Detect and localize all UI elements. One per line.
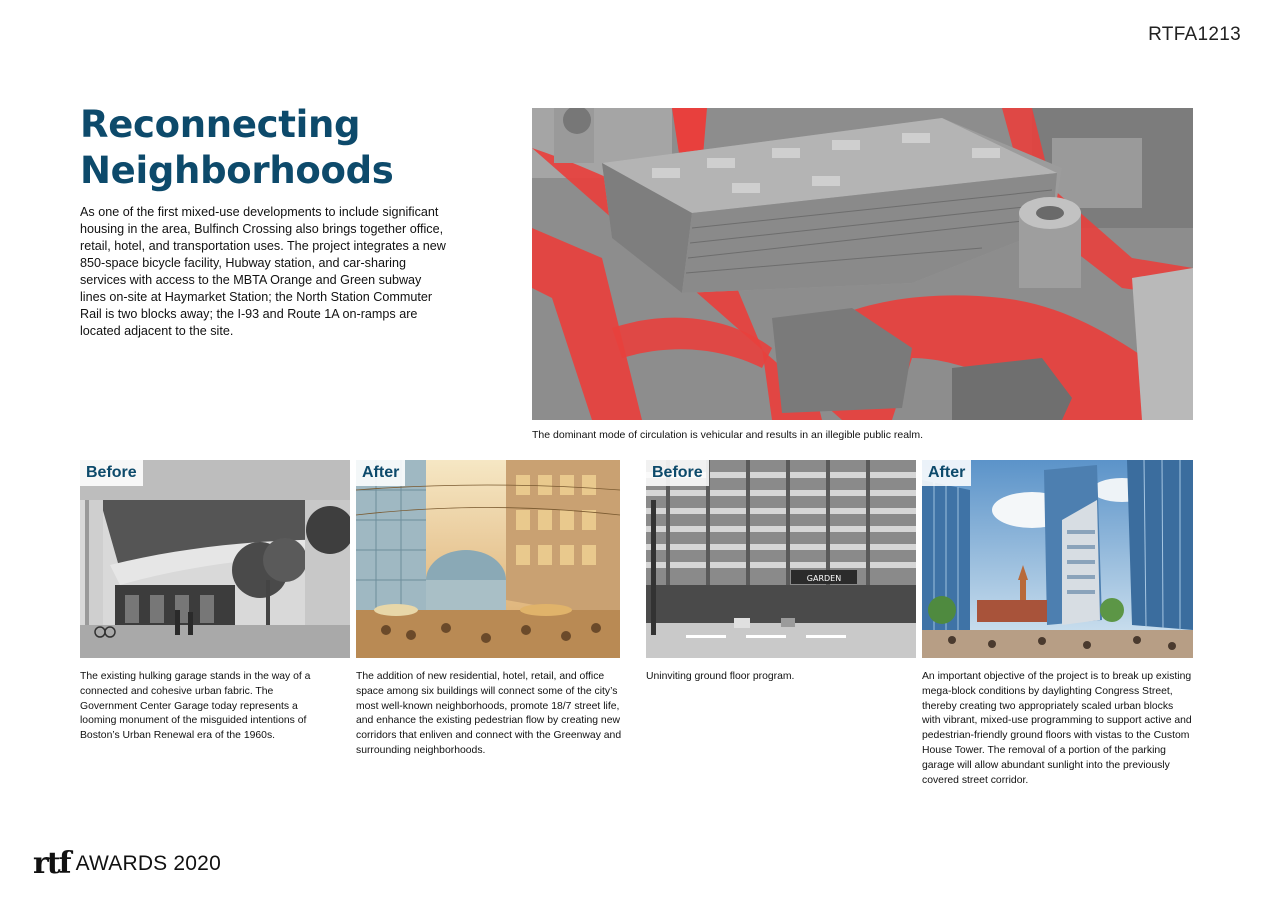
garden-sign: GARDEN	[806, 574, 842, 583]
title-line-1: Reconnecting	[80, 103, 361, 146]
before-badge: Before	[80, 460, 143, 486]
rtf-awards-logo	[33, 846, 221, 881]
intro-paragraph: As one of the first mixed-use developments to include significant housing in the area, Bulfinch Crossing also brings together office, retail, hotel, and transportation uses. The project integrates a new 850-space bicycle facility, Hubway station, and car-sharing services with access to the MBTA Orange and Green subway lines on-site at Haymarket Station; the North Station Commuter Rail is two blocks away; the I-93 and Route 1A on-ramps are located adjacent to the site.	[80, 205, 446, 338]
after-caption-1: The addition of new residential, hotel, retail, and office space among six buildings will connect some of the city’s most well-known neighborhoods, promote 18/7 street life, and enhance the existing pedestrian flow by creating new corridors that enliven and connect with the Greenway and surrounding neighborhoods.	[356, 671, 622, 756]
before-badge-2: Before	[646, 460, 709, 486]
before-caption-1: The existing hulking garage stands in the way of a connected and cohesive urban fabric. The Government Center Garage today represents a looming monument of the misguided intentions of Boston’s Urban Renewal era of the 1960s.	[80, 671, 311, 742]
after-badge: After	[356, 460, 405, 486]
page-code: RTFA1213	[1148, 24, 1241, 45]
after-rendering-street	[922, 460, 1193, 658]
hero-caption: The dominant mode of circulation is vehicular and results in an illegible public realm.	[532, 429, 924, 441]
after-badge-2: After	[922, 460, 971, 486]
aerial-site-image	[532, 108, 1193, 420]
after-caption-2: An important objective of the project is to break up existing mega-block conditions by daylighting Congress Street, thereby creating two appropriately scaled urban blocks with vibrant, mixed-use programming to support active and pedestrian-friendly ground floors with vistas to the Custom House Tower. The removal of a portion of the parking garage will allow abundant sunlight into the previously covered street corridor.	[922, 671, 1192, 786]
before-photo-garage-arcade	[80, 460, 350, 658]
after-rendering-plaza	[356, 460, 620, 658]
before-caption-2: Uninviting ground floor program.	[646, 671, 795, 682]
rtf-logo-mark: rtf	[33, 846, 70, 881]
title-line-2: Neighborhoods	[80, 149, 394, 192]
awards-text: AWARDS 2020	[75, 851, 221, 875]
before-photo-garage-street	[646, 460, 916, 658]
page-title	[80, 102, 394, 194]
